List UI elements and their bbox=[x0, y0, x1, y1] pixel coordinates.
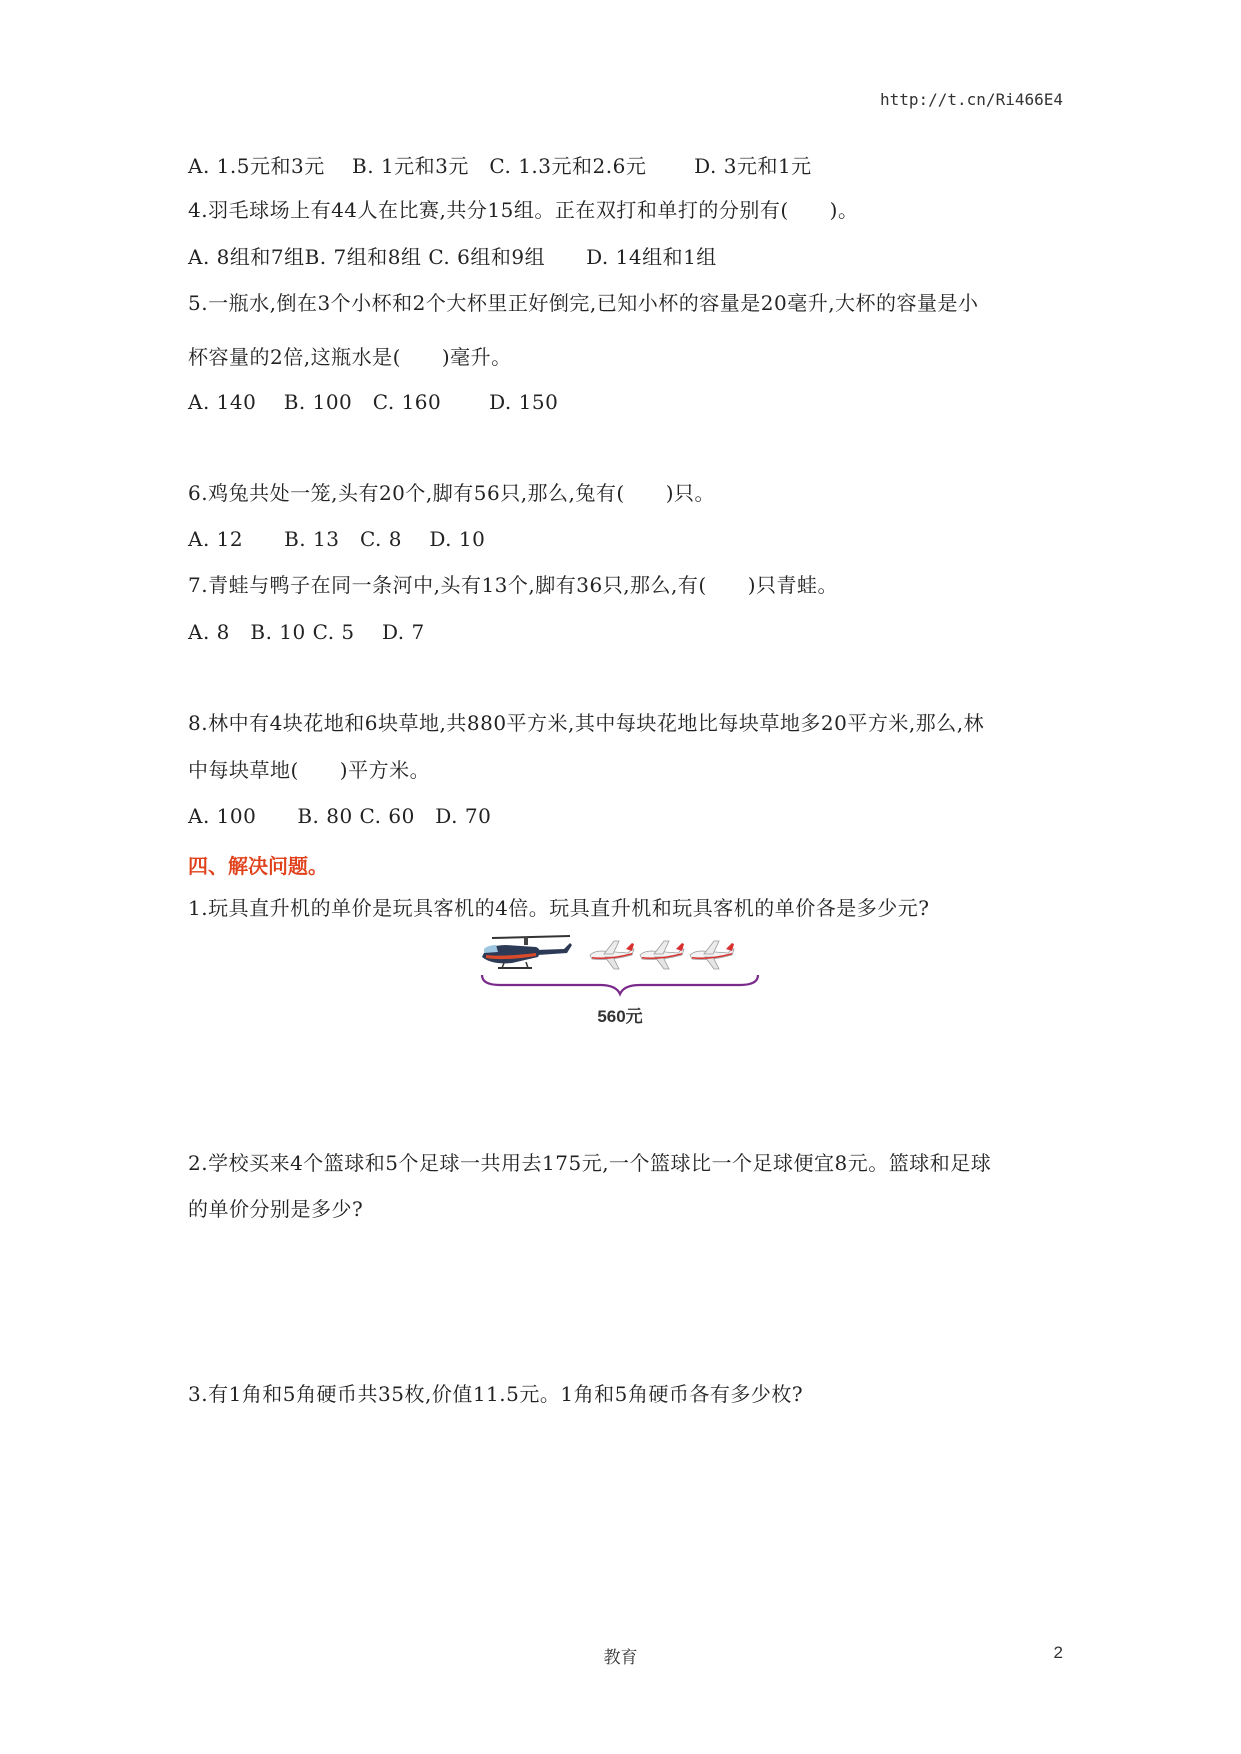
page-number: 2 bbox=[1053, 1643, 1063, 1662]
q5-text-line2: 杯容量的2倍,这瓶水是( )毫升。 bbox=[188, 345, 512, 369]
q5-options: A. 140 B. 100 C. 160 D. 150 bbox=[188, 390, 559, 414]
airplane-icon bbox=[640, 941, 684, 969]
q3-options: A. 1.5元和3元 B. 1元和3元 C. 1.3元和2.6元 D. 3元和1元 bbox=[188, 154, 812, 178]
helicopter-icon bbox=[482, 936, 572, 968]
q8-text-line2: 中每块草地( )平方米。 bbox=[188, 758, 431, 782]
q7-text: 7.青蛙与鸭子在同一条河中,头有13个,脚有36只,那么,有( )只青蛙。 bbox=[188, 573, 839, 597]
airplane-icon bbox=[590, 941, 634, 969]
airplane-icon bbox=[690, 941, 734, 969]
q5-text-line1: 5.一瓶水,倒在3个小杯和2个大杯里正好倒完,已知小杯的容量是20毫升,大杯的容量是小 bbox=[188, 291, 979, 315]
q8-options: A. 100 B. 80 C. 60 D. 70 bbox=[188, 804, 492, 828]
q8-text-line1: 8.林中有4块花地和6块草地,共880平方米,其中每块花地比每块草地多20平方米,那么,林 bbox=[188, 711, 985, 735]
problem-2-text-line1: 2.学校买来4个篮球和5个足球一共用去175元,一个篮球比一个足球便宜8元。篮球和足球 bbox=[188, 1151, 992, 1175]
problem-2-text-line2: 的单价分别是多少? bbox=[188, 1197, 364, 1221]
curly-brace bbox=[482, 975, 758, 994]
q7-options: A. 8 B. 10 C. 5 D. 7 bbox=[188, 620, 425, 644]
q6-text: 6.鸡兔共处一笼,头有20个,脚有56只,那么,兔有( )只。 bbox=[188, 481, 716, 505]
q4-options: A. 8组和7组B. 7组和8组 C. 6组和9组 D. 14组和1组 bbox=[188, 245, 717, 269]
header-url: http://t.cn/Ri466E4 bbox=[879, 90, 1063, 109]
figure-illustration bbox=[470, 925, 770, 997]
section-title: 四、解决问题。 bbox=[188, 854, 328, 878]
problem-1-text: 1.玩具直升机的单价是玩具客机的4倍。玩具直升机和玩具客机的单价各是多少元? bbox=[188, 896, 930, 920]
footer-text: 教育 bbox=[603, 1648, 638, 1668]
total-price-label: 560元 bbox=[597, 1007, 643, 1026]
problem-3-text: 3.有1角和5角硬币共35枚,价值11.5元。1角和5角硬币各有多少枚? bbox=[188, 1382, 804, 1406]
q6-options: A. 12 B. 13 C. 8 D. 10 bbox=[188, 527, 486, 551]
problem-1-figure bbox=[470, 925, 770, 1025]
q4-text: 4.羽毛球场上有44人在比赛,共分15组。正在双打和单打的分别有( )。 bbox=[188, 198, 859, 222]
